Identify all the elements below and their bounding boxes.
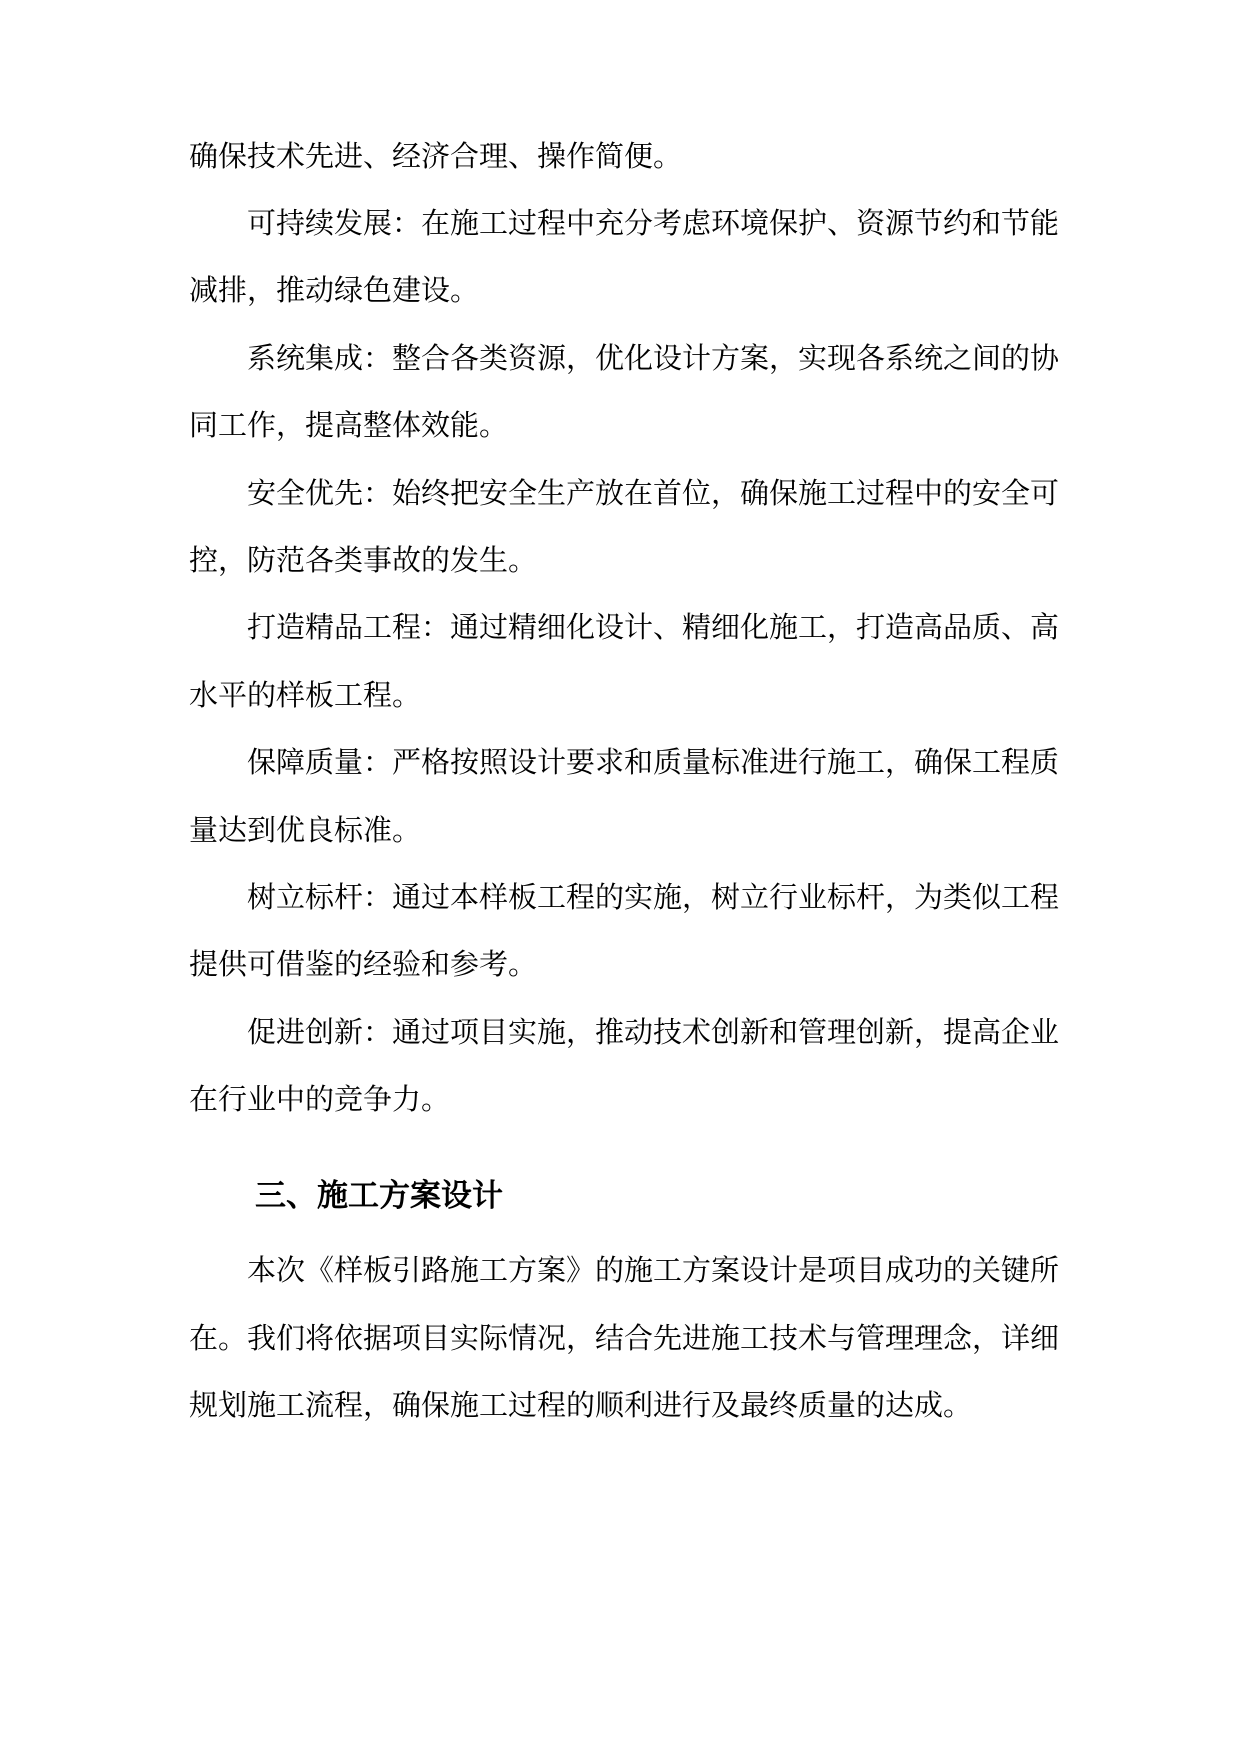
paragraph-line: 促进创新：通过项目实施，推动技术创新和管理创新，提高企业 <box>247 1015 1060 1049</box>
section-heading: 三、施工方案设计 <box>255 1178 503 1214</box>
paragraph-line: 保障质量：严格按照设计要求和质量标准进行施工，确保工程质 <box>247 745 1060 779</box>
paragraph-line: 树立标杆：通过本样板工程的实施，树立行业标杆，为类似工程 <box>247 880 1060 914</box>
paragraph-line: 打造精品工程：通过精细化设计、精细化施工，打造高品质、高 <box>247 610 1060 644</box>
paragraph-line: 确保技术先进、经济合理、操作简便。 <box>189 139 683 173</box>
paragraph-line: 控，防范各类事故的发生。 <box>189 543 538 577</box>
paragraph-line: 规划施工流程，确保施工过程的顺利进行及最终质量的达成。 <box>189 1388 973 1422</box>
paragraph-line: 同工作，提高整体效能。 <box>189 408 509 442</box>
paragraph-line: 提供可借鉴的经验和参考。 <box>189 947 538 981</box>
paragraph-line: 在行业中的竞争力。 <box>189 1082 451 1116</box>
paragraph-line: 量达到优良标准。 <box>189 813 422 847</box>
paragraph-line: 减排，推动绿色建设。 <box>189 273 480 307</box>
paragraph-line: 本次《样板引路施工方案》的施工方案设计是项目成功的关键所 <box>247 1253 1060 1287</box>
paragraph-line: 在。我们将依据项目实际情况，结合先进施工技术与管理理念，详细 <box>189 1321 1060 1355</box>
paragraph-line: 水平的样板工程。 <box>189 678 422 712</box>
paragraph-line: 可持续发展：在施工过程中充分考虑环境保护、资源节约和节能 <box>247 206 1060 240</box>
paragraph-line: 系统集成：整合各类资源，优化设计方案，实现各系统之间的协 <box>247 341 1060 375</box>
paragraph-line: 安全优先：始终把安全生产放在首位，确保施工过程中的安全可 <box>247 476 1060 510</box>
